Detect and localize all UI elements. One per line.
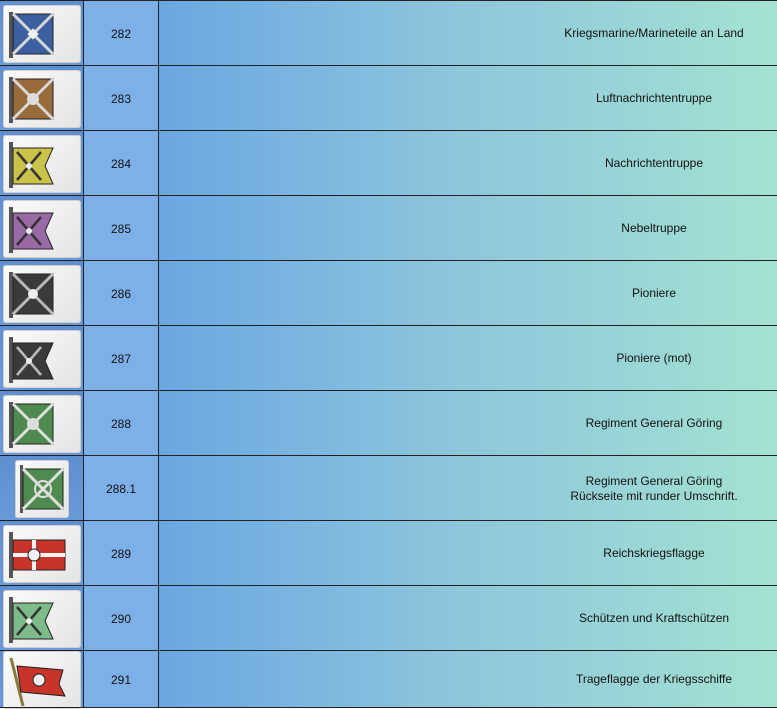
table-row — [0, 196, 777, 261]
pennant-yellow-icon[interactable] — [3, 135, 81, 193]
image-cell — [0, 651, 84, 708]
image-cell — [0, 261, 84, 326]
flag-green-icon[interactable] — [3, 395, 81, 453]
image-cell — [0, 1, 84, 66]
flag-green-reverse-icon[interactable] — [15, 460, 69, 518]
name-cell: Luftnachrichtentruppe — [159, 66, 777, 131]
image-cell — [0, 131, 84, 196]
pennant-green-icon[interactable] — [3, 590, 81, 648]
name-cell: Nebeltruppe — [159, 196, 777, 261]
table-row — [0, 326, 777, 391]
number-cell: 290 — [84, 586, 159, 651]
number-cell: 286 — [84, 261, 159, 326]
number-cell: 288 — [84, 391, 159, 456]
flag-red-staff-icon[interactable] — [3, 651, 81, 709]
table-row — [0, 651, 777, 708]
table-row — [0, 586, 777, 651]
name-cell: Pioniere (mot) — [159, 326, 777, 391]
number-cell: 291 — [84, 651, 159, 708]
name-cell: Nachrichtentruppe — [159, 131, 777, 196]
table-row — [0, 1, 777, 66]
flag-blue-icon[interactable] — [3, 5, 81, 63]
image-cell — [0, 66, 84, 131]
number-cell: 282 — [84, 1, 159, 66]
flag-red-icon[interactable] — [3, 525, 81, 583]
number-cell: 284 — [84, 131, 159, 196]
table-row — [0, 261, 777, 326]
table-row — [0, 391, 777, 456]
name-cell: Schützen und Kraftschützen — [159, 586, 777, 651]
table-row — [0, 66, 777, 131]
number-cell: 283 — [84, 66, 159, 131]
name-cell: Pioniere — [159, 261, 777, 326]
name-cell: Regiment General Göring — [159, 391, 777, 456]
table-row — [0, 456, 777, 521]
number-cell: 287 — [84, 326, 159, 391]
pennant-black-icon[interactable] — [3, 330, 81, 388]
image-cell — [0, 521, 84, 586]
flag-brown-icon[interactable] — [3, 70, 81, 128]
image-cell — [0, 196, 84, 261]
table-row — [0, 131, 777, 196]
image-cell — [0, 326, 84, 391]
number-cell: 289 — [84, 521, 159, 586]
name-cell: Trageflagge der Kriegsschiffe — [159, 651, 777, 708]
flag-black-icon[interactable] — [3, 265, 81, 323]
table-row — [0, 521, 777, 586]
name-cell: Reichskriegsflagge — [159, 521, 777, 586]
number-cell: 285 — [84, 196, 159, 261]
image-cell — [0, 391, 84, 456]
image-cell — [0, 456, 84, 521]
name-cell: Kriegsmarine/Marineteile an Land — [159, 1, 777, 66]
pennant-purple-icon[interactable] — [3, 200, 81, 258]
number-cell: 288.1 — [84, 456, 159, 521]
image-cell — [0, 586, 84, 651]
name-cell: Regiment General Göring Rückseite mit runder Umschrift. — [159, 456, 777, 521]
